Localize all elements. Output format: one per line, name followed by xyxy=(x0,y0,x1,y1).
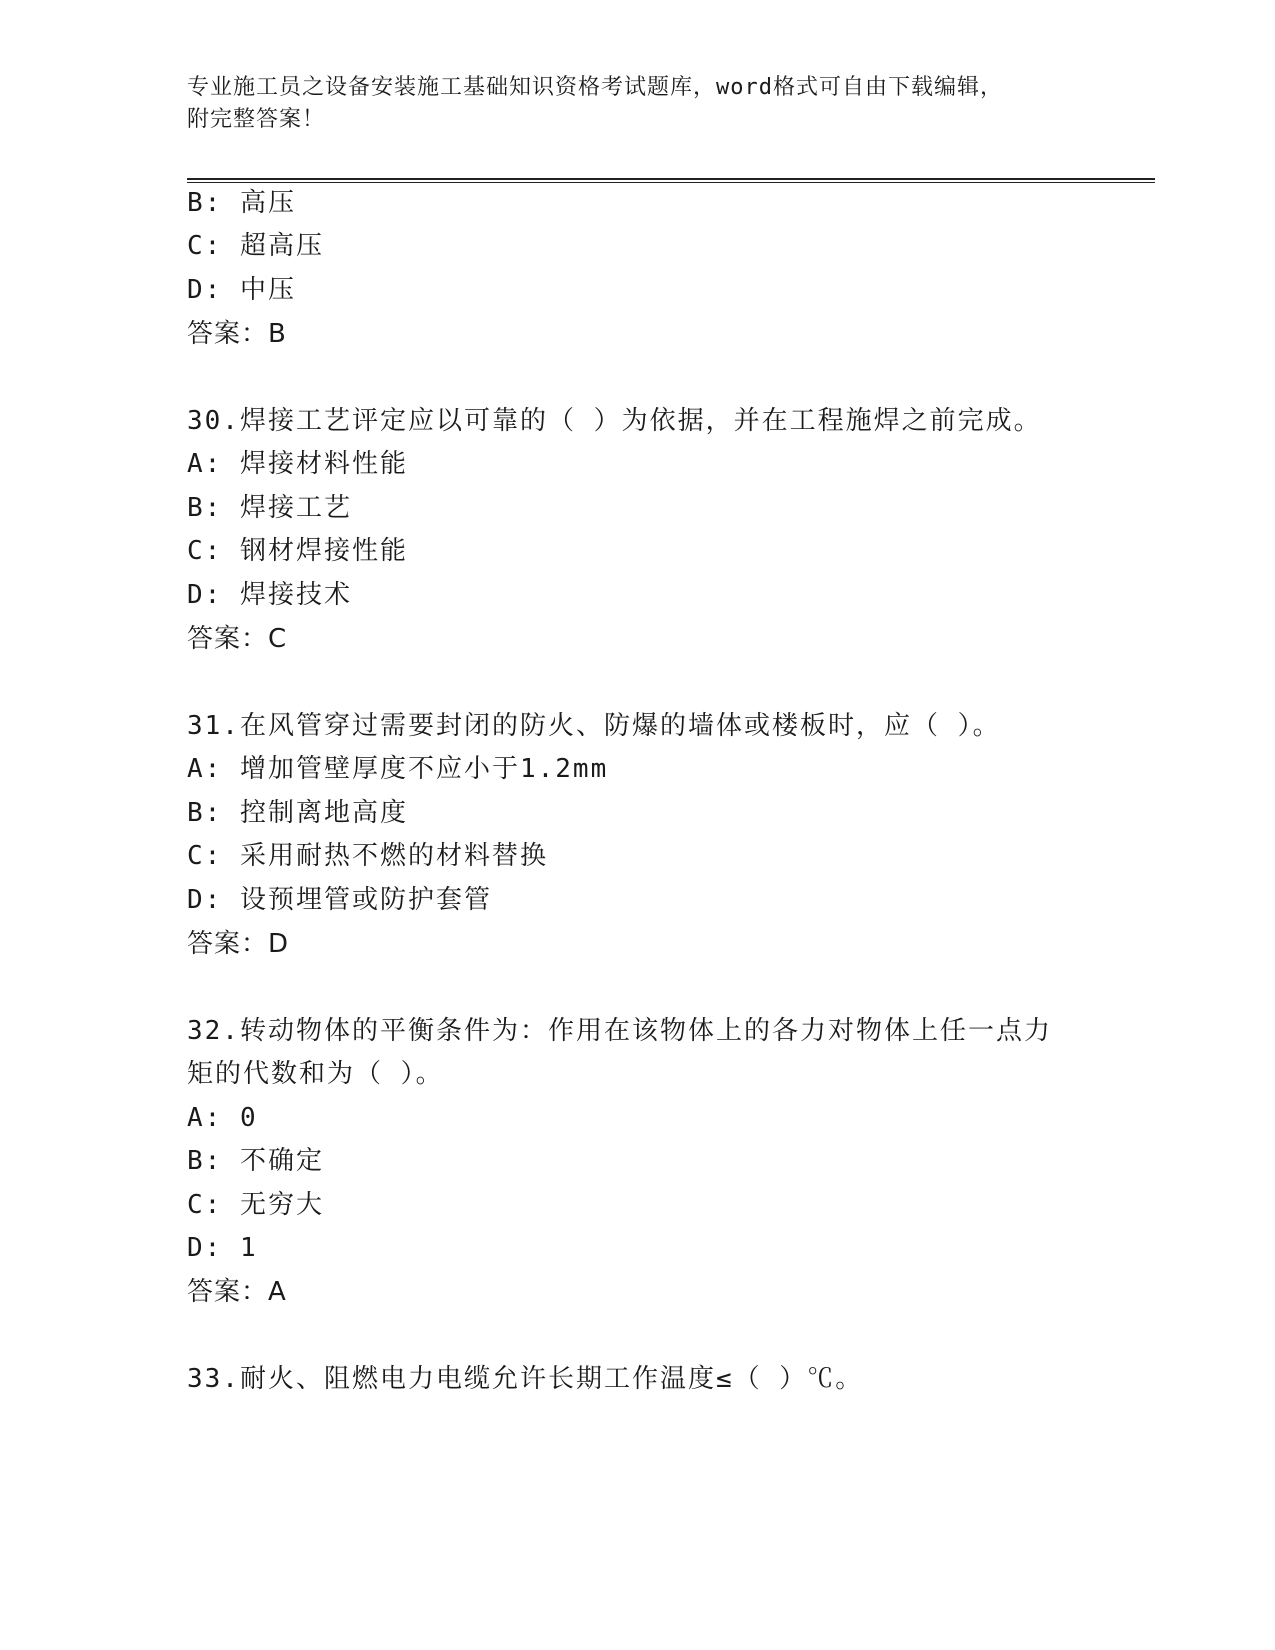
q32-option-c: C: 无穷大 xyxy=(187,1190,324,1220)
q29-option-d: D: 中压 xyxy=(187,275,296,305)
q32-stem-line-2: 矩的代数和为（ ）。 xyxy=(187,1059,444,1089)
q30-option-c: C: 钢材焊接性能 xyxy=(187,536,408,566)
q31-option-b: B: 控制离地高度 xyxy=(187,798,408,828)
q32-option-b: B: 不确定 xyxy=(187,1146,324,1176)
q32-option-d: D: 1 xyxy=(187,1233,258,1263)
q30-option-a: A: 焊接材料性能 xyxy=(187,449,408,479)
q31-option-d: D: 设预埋管或防护套管 xyxy=(187,885,492,915)
q30-answer: 答案：C xyxy=(187,624,288,654)
header-line-1: 专业施工员之设备安装施工基础知识资格考试题库，word格式可自由下载编辑， xyxy=(187,75,1003,100)
q31-answer: 答案：D xyxy=(187,929,290,959)
header-line-2: 附完整答案！ xyxy=(187,107,326,132)
q29-option-b: B: 高压 xyxy=(187,188,296,218)
header-divider xyxy=(187,178,1155,183)
q30-option-d: D: 焊接技术 xyxy=(187,580,352,610)
q32-option-a: A: 0 xyxy=(187,1103,258,1133)
q31-stem: 31.在风管穿过需要封闭的防火、防爆的墙体或楼板时，应（ ）。 xyxy=(187,711,1001,741)
q31-option-c: C: 采用耐热不燃的材料替换 xyxy=(187,841,548,871)
q30-option-b: B: 焊接工艺 xyxy=(187,493,352,523)
q33-stem: 33.耐火、阻燃电力电缆允许长期工作温度≤（ ）℃。 xyxy=(187,1364,864,1394)
document-header xyxy=(187,72,1087,136)
q29-option-c: C: 超高压 xyxy=(187,231,324,261)
q31-option-a: A: 增加管壁厚度不应小于1.2mm xyxy=(187,754,609,784)
q30-stem: 30.焊接工艺评定应以可靠的（ ）为依据，并在工程施焊之前完成。 xyxy=(187,406,1042,436)
q32-answer: 答案：A xyxy=(187,1277,287,1307)
q29-answer: 答案：B xyxy=(187,319,287,349)
q32-stem-line-1: 32.转动物体的平衡条件为：作用在该物体上的各力对物体上任一点力 xyxy=(187,1016,1052,1046)
